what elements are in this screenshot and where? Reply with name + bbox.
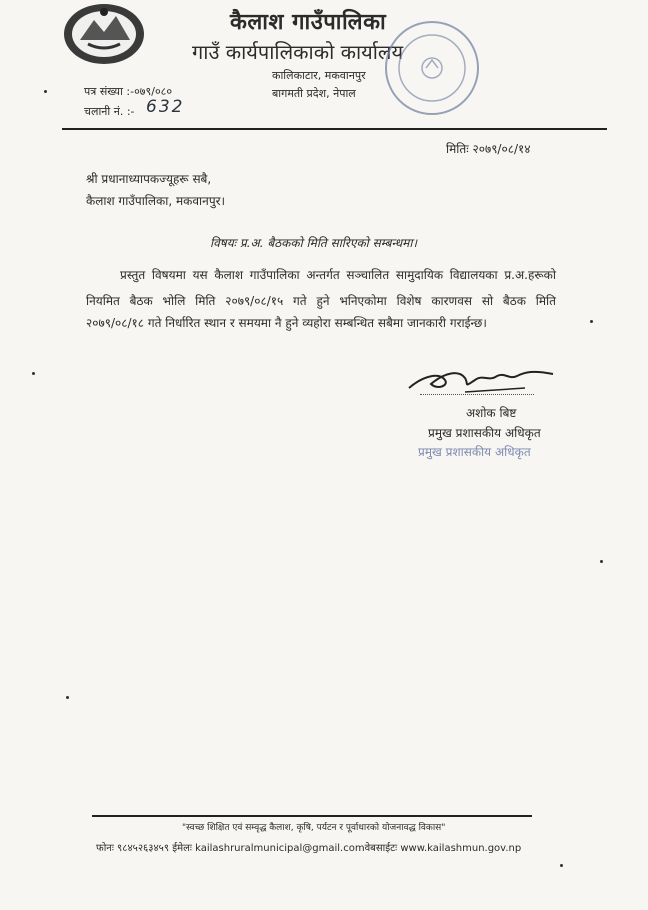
scan-speck: [590, 320, 593, 323]
organization-name: कैलाश गाउँपालिका: [230, 9, 387, 35]
signatory-title: प्रमुख प्रशासकीय अधिकृत: [428, 426, 541, 440]
scan-speck: [32, 372, 35, 375]
address-line-2: बागमती प्रदेश, नेपाल: [272, 87, 356, 100]
letter-date: मितिः २०७९/०८/१४: [446, 142, 531, 156]
letter-number: पत्र संख्या :-०७९/०८०: [84, 85, 173, 98]
body-line-1: प्रस्तुत विषयमा यस कैलाश गाउँपालिका अन्तर्गत सञ्चालित सामुदायिक विद्यालयका प्र.अ.हरूको: [120, 268, 556, 282]
designation-stamp: प्रमुख प्रशासकीय अधिकृत: [418, 445, 531, 459]
footer-slogan: "स्वच्छ शिक्षित एवं सम्वृद्ध कैलाश, कृषि, पर्यटन र पूर्वाधारको योजनावद्ध विकास": [182, 823, 446, 833]
letter-subject: विषयः प्र.अ. बैठकको मिति सारिएको सम्बन्धमा।: [210, 236, 417, 250]
body-line-2: नियमित बैठक भोलि मिति २०७९/०८/१५ गते हुने भनिएकोमा विशेष कारणवस सो बैठक मिति: [86, 294, 556, 308]
signature-line: [420, 394, 534, 395]
scan-speck: [44, 90, 47, 93]
footer-contact: फोनः ९८४५२६३४५९ ईमेलः kailashruralmunicipal@gmail.comवेबसाईटः www.kailashmun.gov.np: [96, 843, 522, 854]
header-divider: [62, 128, 607, 130]
address-line-1: कालिकाटार, मकवानपुर: [272, 69, 366, 82]
body-line-3: २०७९/०८/१८ गते निर्धारित स्थान र समयमा नै हुने व्यहोरा सम्बन्धित सबैमा जानकारी गराईन्छ।: [86, 316, 487, 330]
dispatch-number-label: चलानी नं. :-: [84, 105, 135, 118]
nepal-government-emblem-icon: [58, 0, 150, 68]
handwritten-signature-icon: [405, 362, 560, 396]
scan-speck: [560, 864, 563, 867]
scan-speck: [66, 696, 69, 699]
signatory-name: अशोक बिष्ट: [466, 406, 517, 420]
footer-divider: [92, 815, 532, 817]
dispatch-number-value: 632: [146, 97, 185, 117]
recipient-line-2: कैलाश गाउँपालिका, मकवानपुर।: [86, 194, 226, 208]
scan-speck: [600, 560, 603, 563]
office-name: गाउँ कार्यपालिकाको कार्यालय: [192, 40, 404, 64]
recipient-line-1: श्री प्रधानाध्यापकज्यूहरू सबै,: [86, 172, 212, 186]
office-round-seal-icon: [382, 18, 482, 118]
